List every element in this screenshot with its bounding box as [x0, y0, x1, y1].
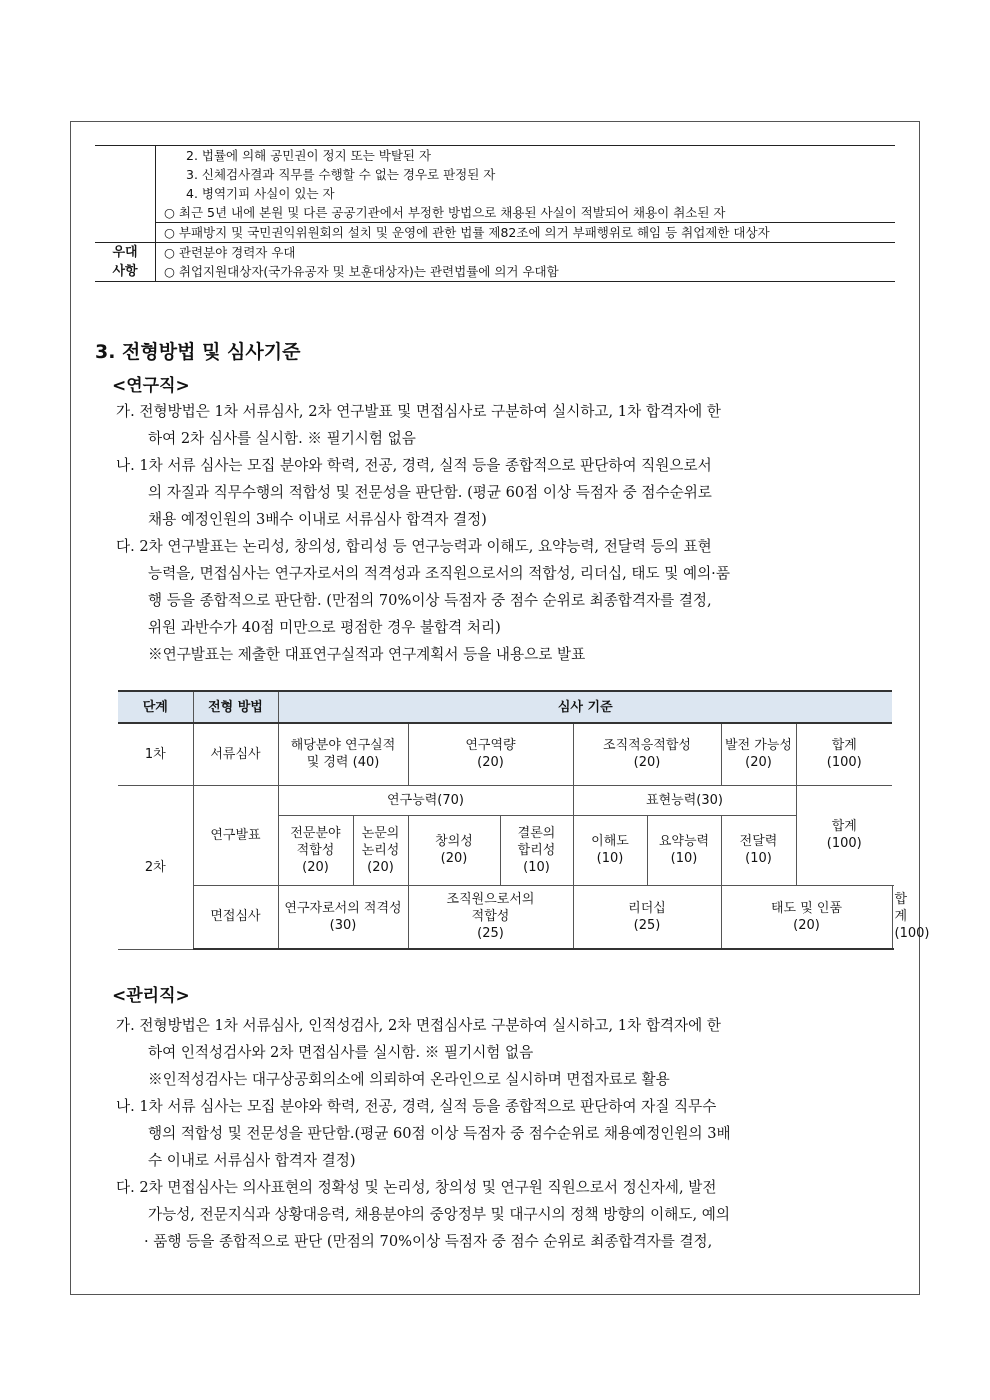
research-heading: <연구직>: [112, 376, 190, 396]
stage-cell: 2차: [118, 785, 193, 949]
criteria-cell: 결론의 합리성 (10): [500, 815, 573, 885]
admin-paragraphs: [116, 1012, 896, 1255]
criteria-cell: 창의성 (20): [408, 815, 500, 885]
criteria-cell: 이해도 (10): [573, 815, 647, 885]
criteria-cell: 조직적응적합성 (20): [573, 723, 721, 785]
header-method: 전형 방법: [193, 691, 278, 723]
criteria-cell: 연구역량 (20): [408, 723, 573, 785]
preference-label-line: 사항: [112, 264, 138, 279]
disqualification-line: ○ 부패방지 및 국민권익위원회의 설치 및 운영에 관한 법률 제82조에 의거 부패행위로 해임 등 취업제한 대상자: [156, 222, 895, 242]
criteria-cell: 리더십 (25): [573, 885, 721, 949]
group-research-cell: 연구능력(70): [278, 785, 573, 815]
admin-para-b-line: 나. 1차 서류 심사는 모집 분야와 학력, 전공, 경력, 실적 등을 종합적으로 판단하여 자질 직무수: [116, 1098, 717, 1115]
admin-para-c-line: 다. 2차 면접심사는 의사표현의 정확성 및 논리성, 창의성 및 연구원 직원으로서 정신자세, 발전: [116, 1179, 717, 1196]
admin-para-a-line: 하여 인적성검사와 2차 면접심사를 실시함. ※ 필기시험 없음: [148, 1044, 534, 1061]
research-para-a-line: 하여 2차 심사를 실시함. ※ 필기시험 없음: [148, 430, 416, 447]
admin-para-c-line: 가능성, 전문지식과 상황대응력, 채용분야의 중앙정부 및 대구시의 정책 방향의 이해도, 예의: [148, 1206, 730, 1223]
criteria-cell: 전달력 (10): [721, 815, 796, 885]
evaluation-table: [118, 690, 930, 950]
research-para-c-line: 다. 2차 연구발표는 논리성, 창의성, 합리성 등 연구능력과 이해도, 요약능력, 전달력 등의 표현: [116, 538, 712, 555]
preference-label-line: 우대: [112, 245, 138, 260]
research-note: ※연구발표는 제출한 대표연구실적과 연구계획서 등을 내용으로 발표: [148, 646, 586, 663]
research-para-a-line: 가. 전형방법은 1차 서류심사, 2차 연구발표 및 면접심사로 구분하여 실시하고, 1차 합격자에 한: [116, 403, 721, 420]
disqualification-line: ○ 최근 5년 내에 본원 및 다른 공공기관에서 부정한 방법으로 채용된 사실이 적발되어 채용이 취소된 자: [164, 205, 726, 220]
header-stage: 단계: [118, 691, 193, 723]
criteria-cell: 전문분야 적합성 (20): [278, 815, 353, 885]
section-title: 3. 전형방법 및 심사기준: [95, 341, 301, 363]
admin-para-a-line: 가. 전형방법은 1차 서류심사, 인적성검사, 2차 면접심사로 구분하여 실시하고, 1차 합격자에 한: [116, 1017, 721, 1034]
disqualification-line: 3. 신체검사결과 직무를 수행할 수 없는 경우로 판정된 자: [186, 167, 496, 182]
preference-row: [95, 242, 895, 282]
disqualification-row: [95, 145, 895, 242]
admin-para-b-line: 수 이내로 서류심사 합격자 결정): [148, 1152, 356, 1169]
criteria-total-cell: 합계 (100): [796, 785, 892, 885]
method-cell: 연구발표: [193, 785, 278, 885]
header-criteria: 심사 기준: [278, 691, 892, 723]
disqualification-label: [95, 146, 156, 242]
method-cell: 면접심사: [193, 885, 278, 949]
criteria-cell: 연구자로서의 적격성 (30): [278, 885, 408, 949]
group-expression-cell: 표현능력(30): [573, 785, 796, 815]
preference-line: ○ 관련분야 경력자 우대: [164, 245, 296, 260]
criteria-cell: 조직원으로서의 적합성 (25): [408, 885, 573, 949]
research-para-c-line: 위원 과반수가 40점 미만으로 평점한 경우 불합격 처리): [148, 619, 501, 636]
admin-heading: <관리직>: [112, 986, 190, 1006]
criteria-cell: 요약능력 (10): [647, 815, 721, 885]
preference-label: [95, 243, 156, 281]
disqualification-line: 2. 법률에 의해 공민권이 정지 또는 박탈된 자: [186, 148, 432, 163]
research-para-c-line: 행 등을 종합적으로 판단함. (만점의 70%이상 득점자 중 점수 순위로 최종합격자를 결정,: [148, 592, 712, 609]
disqualification-line: 4. 병역기피 사실이 있는 자: [186, 186, 335, 201]
criteria-total-cell: 합계 (100): [894, 892, 930, 942]
research-para-b-line: 나. 1차 서류 심사는 모집 분야와 학력, 전공, 경력, 실적 등을 종합적으로 판단하여 직원으로서: [116, 457, 712, 474]
stage-cell: 1차: [118, 723, 193, 785]
criteria-cell: 발전 가능성 (20): [721, 723, 796, 785]
criteria-total-cell: 합계 (100): [796, 723, 892, 785]
criteria-cell: 태도 및 인품 (20): [721, 885, 892, 949]
admin-para-b-line: 행의 적합성 및 전문성을 판단함.(평균 60점 이상 득점자 중 점수순위로 채용예정인원의 3배: [148, 1125, 731, 1142]
research-paragraphs: [116, 398, 896, 668]
research-para-b-line: 의 자질과 직무수행의 적합성 및 전문성을 판단함. (평균 60점 이상 득점자 중 점수순위로: [148, 484, 712, 501]
admin-note: ※인적성검사는 대구상공회의소에 의뢰하여 온라인으로 실시하며 면접자료로 활용: [148, 1071, 670, 1088]
eligibility-table: [95, 145, 895, 282]
admin-para-c-line: · 품행 등을 종합적으로 판단 (만점의 70%이상 득점자 중 점수 순위로 최종합격자를 결정,: [144, 1233, 713, 1250]
method-cell: 서류심사: [193, 723, 278, 785]
research-para-c-line: 능력을, 면접심사는 연구자로서의 적격성과 조직원으로서의 적합성, 리더십, 태도 및 예의·품: [148, 565, 730, 582]
research-para-b-line: 채용 예정인원의 3배수 이내로 서류심사 합격자 결정): [148, 511, 487, 528]
criteria-cell: 해당분야 연구실적 및 경력 (40): [278, 723, 408, 785]
preference-line: ○ 취업지원대상자(국가유공자 및 보훈대상자)는 관련법률에 의거 우대함: [164, 264, 559, 279]
criteria-cell: 논문의 논리성 (20): [353, 815, 408, 885]
